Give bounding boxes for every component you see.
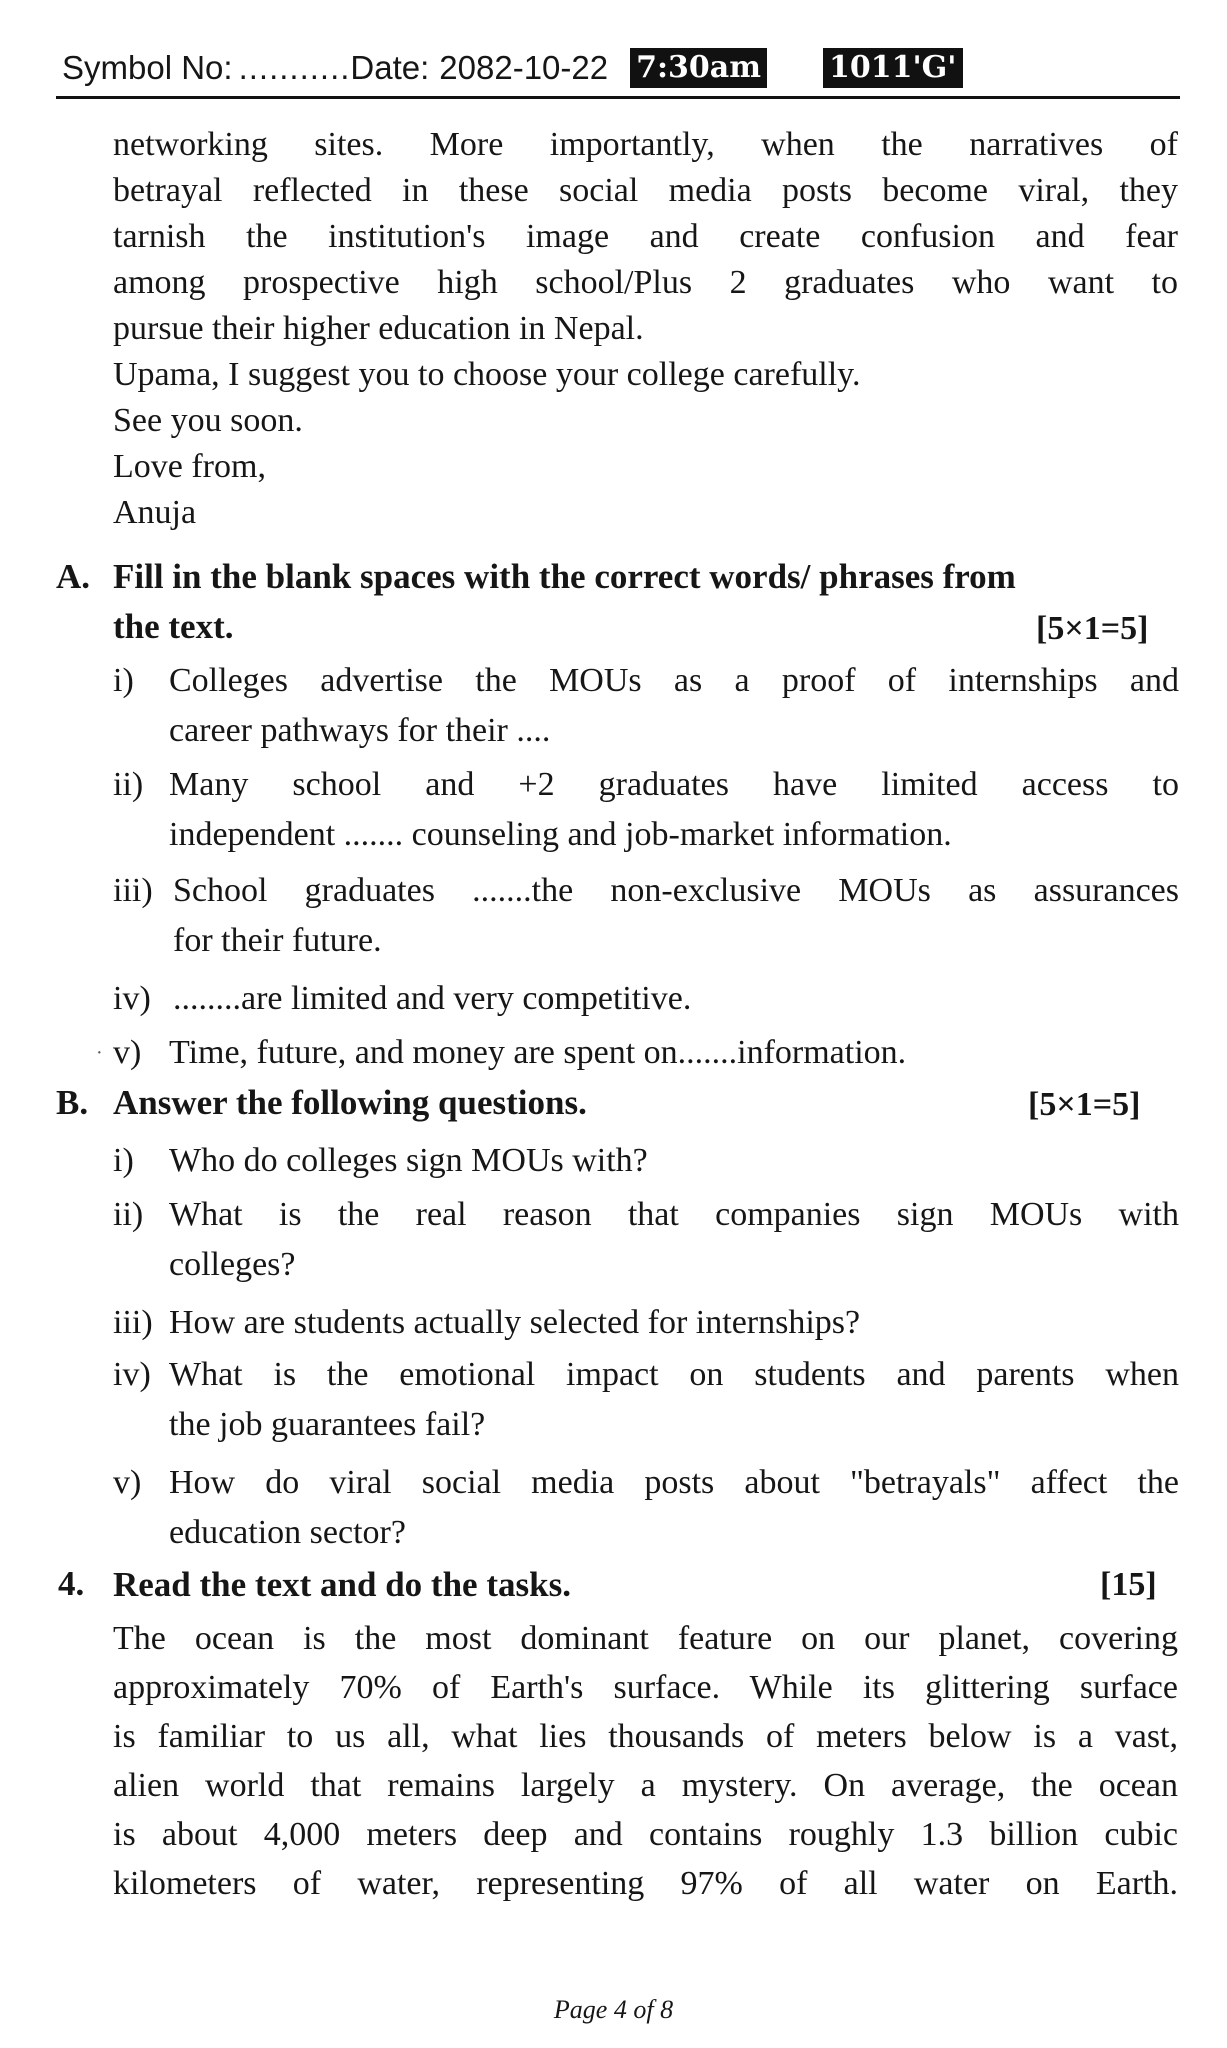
section-a-item [113, 974, 1179, 1024]
section-4-label: 4. [58, 1564, 85, 1603]
item-text: colleges? [169, 1246, 296, 1283]
item-number: i) [113, 1142, 134, 1179]
item-text: Colleges advertise the MOUs as a proof of internships and [169, 662, 1179, 699]
date-label: Date: [350, 49, 430, 86]
section-a-item [113, 656, 1179, 756]
section-b-label: B. [56, 1083, 89, 1122]
date-value: 2082-10-22 [439, 49, 609, 86]
time-badge: 7:30am [630, 48, 767, 88]
section-b-item [113, 1458, 1179, 1558]
section-a-item [113, 1028, 1179, 1078]
item-text: What is the real reason that companies sign MOUs with [169, 1196, 1179, 1233]
page-number: Page 4 of 8 [553, 1995, 674, 2024]
section-b-item [113, 1350, 1179, 1450]
item-text: career pathways for their .... [169, 712, 551, 749]
item-number: iii) [113, 1304, 153, 1341]
passage-line: is familiar to us all, what lies thousands of meters below is a vast, [113, 1718, 1178, 1755]
passage-line: approximately 70% of Earth's surface. While its glittering surface [113, 1669, 1178, 1706]
section-b-heading: Answer the following questions. [113, 1083, 587, 1122]
item-text: What is the emotional impact on students and parents when [169, 1356, 1179, 1393]
item-number: v) [113, 1034, 142, 1071]
header-divider [56, 96, 1180, 99]
symbol-number-blank: ........... [238, 49, 351, 86]
section-a-heading-line: Fill in the blank spaces with the correct words/ phrases from [113, 557, 1016, 596]
passage-line: is about 4,000 meters deep and contains roughly 1.3 billion cubic [113, 1816, 1178, 1853]
item-text: Who do colleges sign MOUs with? [169, 1142, 648, 1179]
letter-signature: Anuja [113, 494, 197, 531]
item-number: iii) [113, 872, 153, 909]
item-number: ii) [113, 1196, 144, 1233]
section-4-heading: Read the text and do the tasks. [113, 1565, 571, 1604]
letter-line: among prospective high school/Plus 2 graduates who want to [113, 264, 1178, 301]
passage-line: The ocean is the most dominant feature on our planet, covering [113, 1620, 1178, 1657]
item-text: How are students actually selected for internships? [169, 1304, 861, 1341]
section-b-item [113, 1190, 1179, 1290]
item-text: the job guarantees fail? [169, 1406, 486, 1443]
section-a-marks: [5×1=5] [1036, 610, 1149, 647]
letter-line: tarnish the institution's image and create confusion and fear [113, 218, 1178, 255]
item-text: for their future. [173, 922, 382, 959]
section-a-item [113, 866, 1179, 966]
letter-closing: Love from, [113, 448, 266, 485]
item-number: iv) [113, 1356, 151, 1393]
section-a-item [113, 760, 1179, 860]
item-text: How do viral social media posts about "betrayals" affect the [169, 1464, 1179, 1501]
symbol-number-label: Symbol No: [62, 49, 233, 86]
letter-suggestion: Upama, I suggest you to choose your college carefully. [113, 356, 861, 393]
section-4-marks: [15] [1100, 1566, 1157, 1603]
paper-code-badge: 1011'G' [823, 48, 963, 88]
item-number: v) [113, 1464, 142, 1501]
item-text: Many school and +2 graduates have limited access to [169, 766, 1179, 803]
item-number: ii) [113, 766, 144, 803]
section-a-label: A. [56, 557, 91, 596]
passage-line: kilometers of water, representing 97% of all water on Earth. [113, 1865, 1178, 1902]
item-text: School graduates .......the non-exclusive MOUs as assurances [173, 872, 1179, 909]
letter-see-you: See you soon. [113, 402, 303, 439]
section-a-heading [113, 552, 1178, 652]
exam-header [62, 40, 1182, 96]
item-text: education sector? [169, 1514, 406, 1551]
letter-line: networking sites. More importantly, when the narratives of [113, 126, 1178, 163]
section-b-item [113, 1298, 1179, 1348]
letter-paragraph [113, 122, 1178, 536]
reading-passage [113, 1614, 1178, 1908]
passage-line: alien world that remains largely a mystery. On average, the ocean [113, 1767, 1178, 1804]
letter-line: pursue their higher education in Nepal. [113, 310, 644, 347]
section-b-marks: [5×1=5] [1028, 1086, 1141, 1123]
item-number: i) [113, 662, 134, 699]
item-number: iv) [113, 980, 151, 1017]
stray-mark: · [96, 1042, 103, 1064]
item-text: ........are limited and very competitive. [173, 980, 692, 1017]
section-b-item [113, 1136, 1179, 1186]
letter-line: betrayal reflected in these social media posts become viral, they [113, 172, 1178, 209]
item-text: Time, future, and money are spent on.......information. [169, 1034, 907, 1071]
item-text: independent ....... counseling and job-market information. [169, 816, 952, 853]
section-a-heading-line: the text. [113, 607, 234, 646]
